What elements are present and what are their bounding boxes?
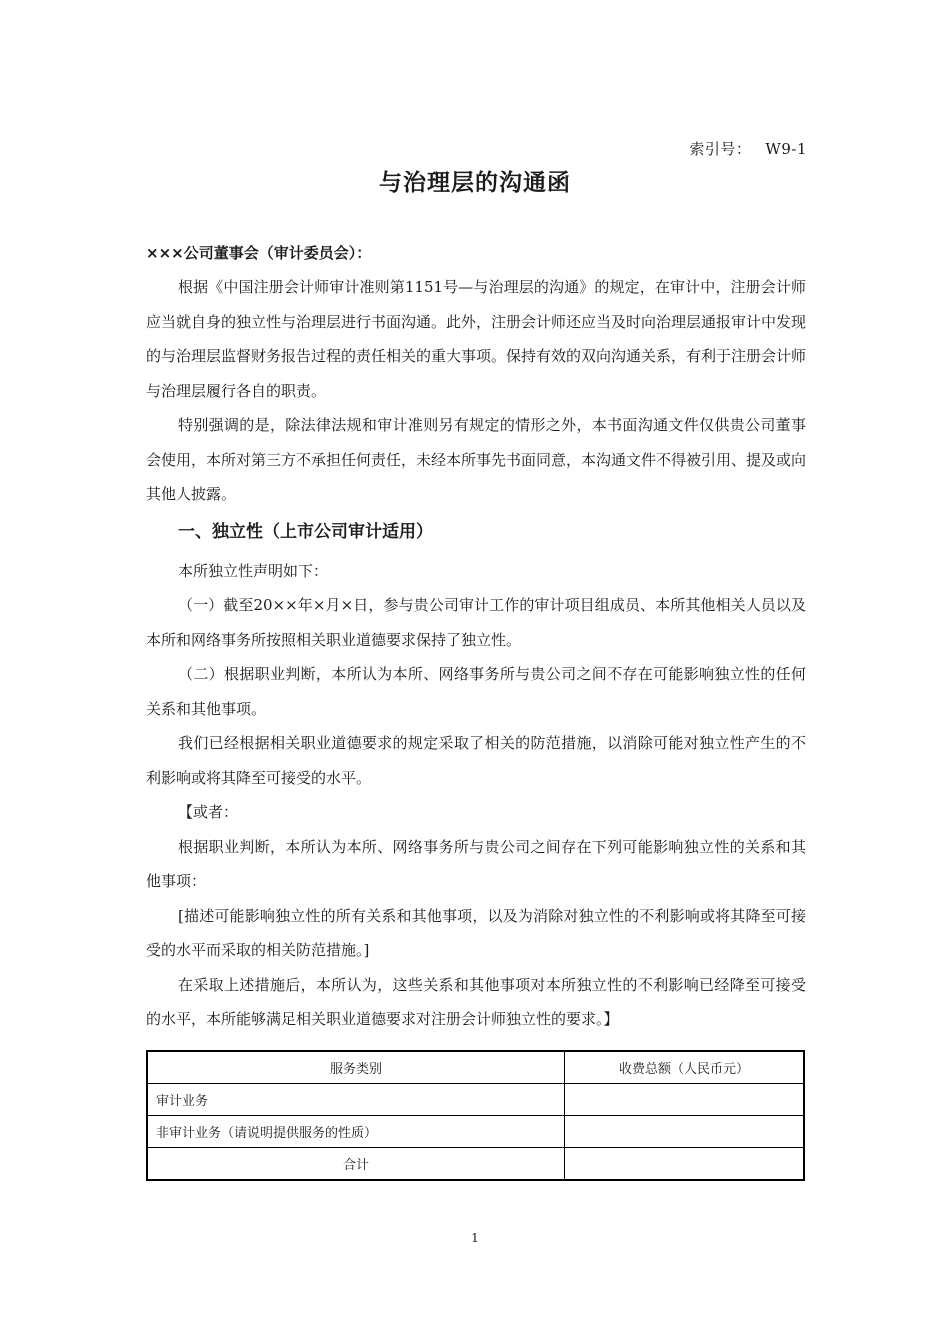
addressee: ×××公司董事会（审计委员会）：: [146, 244, 372, 262]
index-number: [689, 138, 807, 159]
table-header-row: [147, 1051, 804, 1084]
intro-paragraph: 根据《中国注册会计师审计准则第1151号—与治理层的沟通》的规定，在审计中，注册会计师应当就自身的独立性与治理层进行书面沟通。此外，注册会计师还应当及时向治理层通报审计中发现的与治理层监督财务报告过程的责任相关的重大事项。保持有效的双向沟通关系，有利于注册会计师与治理层履行各自的职责。: [146, 278, 807, 400]
section-paragraph: 我们已经根据相关职业道德要求的规定采取了相关的防范措施，以消除可能对独立性产生的不利影响或将其降至可接受的水平。: [146, 734, 806, 787]
document-title: 与治理层的沟通函: [379, 170, 571, 196]
table-header-service-category: 服务类别: [147, 1051, 565, 1084]
section-paragraph: 根据职业判断，本所认为本所、网络事务所与贵公司之间存在下列可能影响独立性的关系和其他事项：: [146, 837, 806, 890]
table-header-total-fee: 收费总额（人民币元）: [565, 1051, 805, 1084]
page-number: 1: [471, 1231, 479, 1245]
table-cell-total-label: 合计: [147, 1148, 565, 1181]
section-paragraph: 【或者：: [178, 803, 239, 821]
section-paragraph: 在采取上述措施后，本所认为，这些关系和其他事项对本所独立性的不利影响已经降至可接受的水平，本所能够满足相关职业道德要求对注册会计师独立性的要求。】: [146, 975, 806, 1028]
index-value: W9-1: [765, 140, 807, 158]
table-cell-category: 非审计业务（请说明提供服务的性质）: [147, 1116, 565, 1148]
table-row: [147, 1084, 804, 1116]
section-heading-independence: 一、独立性（上市公司审计适用）: [178, 521, 433, 542]
table-row-total: [147, 1148, 804, 1181]
table-cell-category: 审计业务: [147, 1084, 565, 1116]
table-row: [147, 1116, 804, 1148]
section-paragraph: [描述可能影响独立性的所有关系和其他事项，以及为消除对独立性的不利影响或将其降至可接受的水平而采取的相关防范措施。]: [146, 906, 806, 959]
letter-body: [146, 236, 806, 1037]
table-cell-amount: [565, 1116, 805, 1148]
table-cell-total-amount: [565, 1148, 805, 1181]
table-cell-amount: [565, 1084, 805, 1116]
index-label: 索引号：: [689, 140, 752, 158]
section-paragraph: 本所独立性声明如下：: [178, 561, 329, 580]
fee-table: [146, 1050, 805, 1181]
section-paragraph: （一）截至20××年×月×日，参与贵公司审计工作的审计项目组成员、本所其他相关人员以及本所和网络事务所按照相关职业道德要求保持了独立性。: [146, 596, 806, 649]
section-paragraph: （二）根据职业判断，本所认为本所、网络事务所与贵公司之间不存在可能影响独立性的任何关系和其他事项。: [146, 665, 806, 718]
intro-paragraph: 特别强调的是，除法律法规和审计准则另有规定的情形之外，本书面沟通文件仅供贵公司董事会使用，本所对第三方不承担任何责任，未经本所事先书面同意，本沟通文件不得被引用、提及或向其他人披露。: [146, 416, 807, 503]
